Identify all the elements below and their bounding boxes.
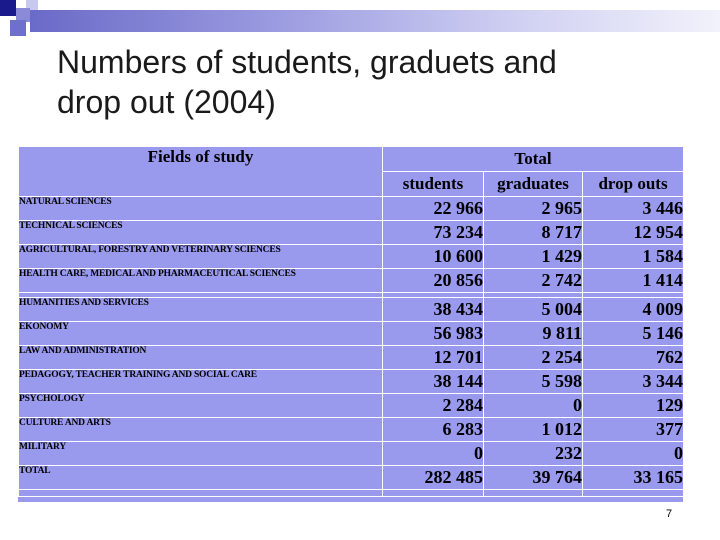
table-row [19, 197, 684, 221]
field-name: EKONOMY [19, 322, 383, 346]
header-dropouts: drop outs [583, 172, 684, 197]
header-students: students [383, 172, 484, 197]
dropouts-value: 1 584 [583, 245, 684, 269]
table-row-total [19, 466, 684, 490]
slide-title-line-1: Numbers of students, graduets and [57, 44, 557, 80]
dropouts-value: 12 954 [583, 221, 684, 245]
page-number: 7 [666, 508, 673, 520]
students-value: 12 701 [383, 346, 484, 370]
field-name: LAW AND ADMINISTRATION [19, 346, 383, 370]
table-row [19, 245, 684, 269]
decor-square [10, 20, 26, 36]
students-value: 20 856 [383, 269, 484, 293]
field-name: PSYCHOLOGY [19, 394, 383, 418]
data-table-container [18, 146, 683, 502]
graduates-value: 2 254 [484, 346, 583, 370]
table-row [19, 418, 684, 442]
students-value: 38 434 [383, 298, 484, 322]
table-row [19, 394, 684, 418]
dropouts-value: 129 [583, 394, 684, 418]
dropouts-value: 5 146 [583, 322, 684, 346]
graduates-value: 2 965 [484, 197, 583, 221]
table-row [19, 322, 684, 346]
table-row [19, 442, 684, 466]
field-name: CULTURE AND ARTS [19, 418, 383, 442]
dropouts-value: 0 [583, 442, 684, 466]
graduates-value: 0 [484, 394, 583, 418]
table-row [19, 269, 684, 293]
students-value: 0 [383, 442, 484, 466]
row-tail [19, 490, 684, 497]
graduates-value: 9 811 [484, 322, 583, 346]
students-value: 38 144 [383, 370, 484, 394]
graduates-value: 5 004 [484, 298, 583, 322]
students-value: 56 983 [383, 322, 484, 346]
graduates-value: 8 717 [484, 221, 583, 245]
students-value: 2 284 [383, 394, 484, 418]
field-name: TECHNICAL SCIENCES [19, 221, 383, 245]
students-value: 6 283 [383, 418, 484, 442]
students-value: 73 234 [383, 221, 484, 245]
graduates-value: 39 764 [484, 466, 583, 490]
field-name: PEDAGOGY, TEACHER TRAINING AND SOCIAL CARE [19, 370, 383, 394]
dropouts-value: 3 446 [583, 197, 684, 221]
field-name: TOTAL [19, 466, 383, 490]
graduates-value: 5 598 [484, 370, 583, 394]
header-total: Total [383, 147, 684, 172]
header-graduates: graduates [484, 172, 583, 197]
header-gradient-bar [30, 10, 720, 32]
dropouts-value: 33 165 [583, 466, 684, 490]
students-value: 22 966 [383, 197, 484, 221]
dropouts-value: 3 344 [583, 370, 684, 394]
table-row [19, 221, 684, 245]
table-row [19, 370, 684, 394]
field-name: HEALTH CARE, MEDICAL AND PHARMACEUTICAL SCIENCES [19, 269, 383, 293]
header-fields-of-study: Fields of study [19, 147, 383, 197]
field-name: AGRICULTURAL, FORESTRY AND VETERINARY SCIENCES [19, 245, 383, 269]
graduates-value: 1 012 [484, 418, 583, 442]
dropouts-value: 762 [583, 346, 684, 370]
students-value: 10 600 [383, 245, 484, 269]
dropouts-value: 1 414 [583, 269, 684, 293]
slide-title [57, 42, 697, 122]
table-row [19, 298, 684, 322]
graduates-value: 1 429 [484, 245, 583, 269]
field-name: MILITARY [19, 442, 383, 466]
graduates-value: 232 [484, 442, 583, 466]
decor-square [0, 0, 16, 16]
students-table [18, 146, 684, 497]
table-row [19, 346, 684, 370]
slide-title-line-2: drop out (2004) [57, 84, 276, 120]
students-value: 282 485 [383, 466, 484, 490]
graduates-value: 2 742 [484, 269, 583, 293]
field-name: NATURAL SCIENCES [19, 197, 383, 221]
dropouts-value: 4 009 [583, 298, 684, 322]
dropouts-value: 377 [583, 418, 684, 442]
field-name: HUMANITIES AND SERVICES [19, 298, 383, 322]
